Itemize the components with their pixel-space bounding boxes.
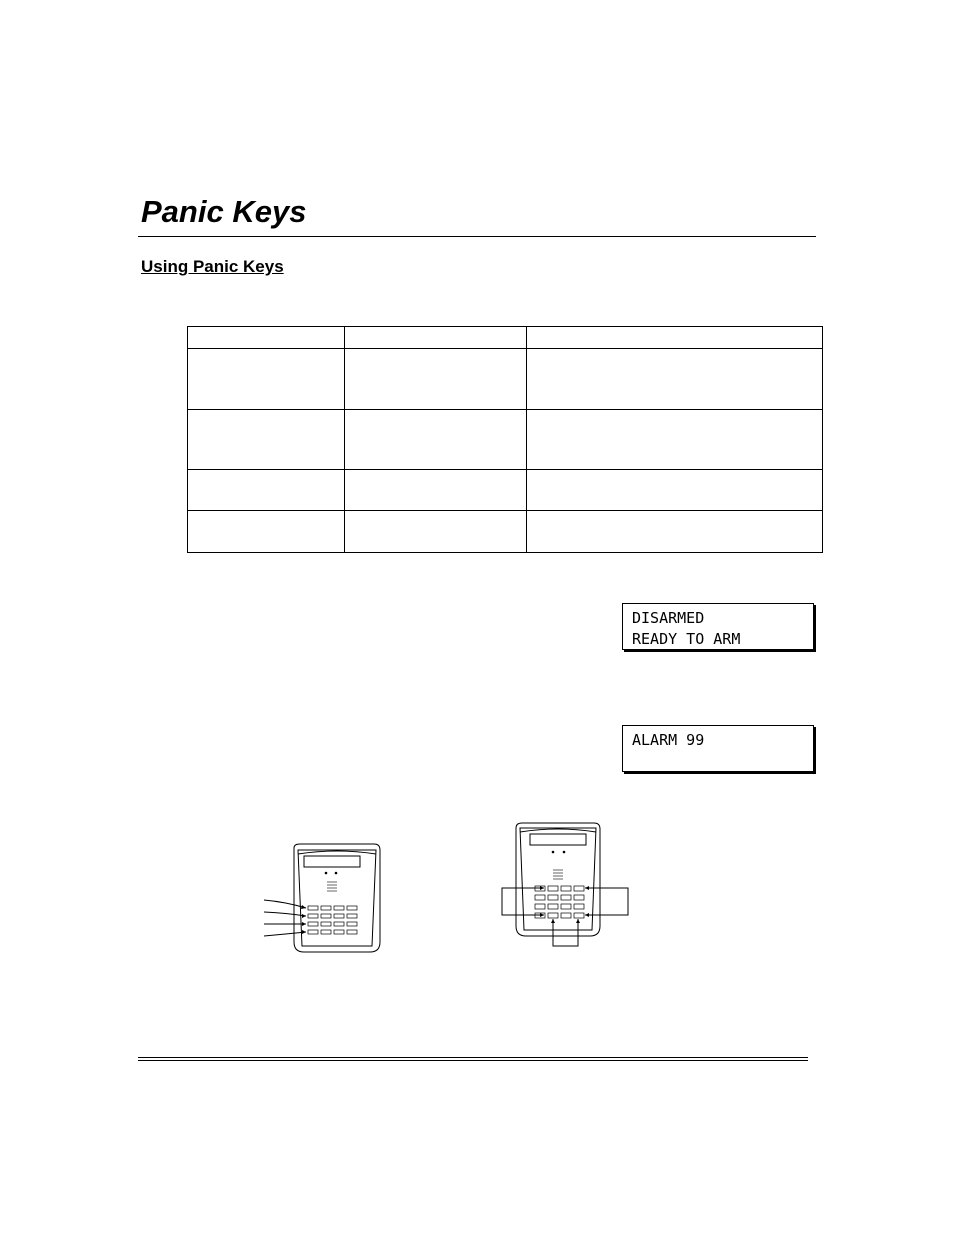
footer-divider — [138, 1060, 808, 1061]
table-cell — [345, 511, 527, 553]
table-cell — [527, 349, 823, 410]
display-line-1: DISARMED — [632, 609, 705, 627]
keypad-with-side-panic-keys-icon — [258, 838, 388, 958]
table-cell — [188, 327, 345, 349]
keypad-display-disarmed — [622, 603, 814, 650]
table-row — [188, 349, 823, 410]
display-line-2 — [632, 751, 813, 772]
keypad-with-paired-panic-keys-icon — [498, 818, 638, 948]
display-line-2: READY TO ARM — [632, 630, 741, 648]
table-cell — [188, 470, 345, 511]
footer-divider — [138, 1057, 808, 1058]
table-cell — [345, 470, 527, 511]
table-cell — [188, 349, 345, 410]
table-cell — [188, 511, 345, 553]
table-cell — [527, 511, 823, 553]
title-divider — [138, 236, 816, 237]
table-cell — [527, 327, 823, 349]
keypad-display-alarm — [622, 725, 814, 772]
display-line-1: ALARM 99 — [632, 731, 705, 749]
table-cell — [345, 349, 527, 410]
table-cell — [345, 410, 527, 470]
table-row — [188, 511, 823, 553]
table-header-row — [188, 327, 823, 349]
table-cell — [188, 410, 345, 470]
section-heading: Using Panic Keys — [141, 257, 284, 276]
table-row — [188, 410, 823, 470]
table-cell — [345, 327, 527, 349]
panic-keys-table — [187, 326, 823, 553]
page-title: Panic Keys — [141, 194, 307, 229]
table-row — [188, 470, 823, 511]
table-cell — [527, 470, 823, 511]
table-cell — [527, 410, 823, 470]
